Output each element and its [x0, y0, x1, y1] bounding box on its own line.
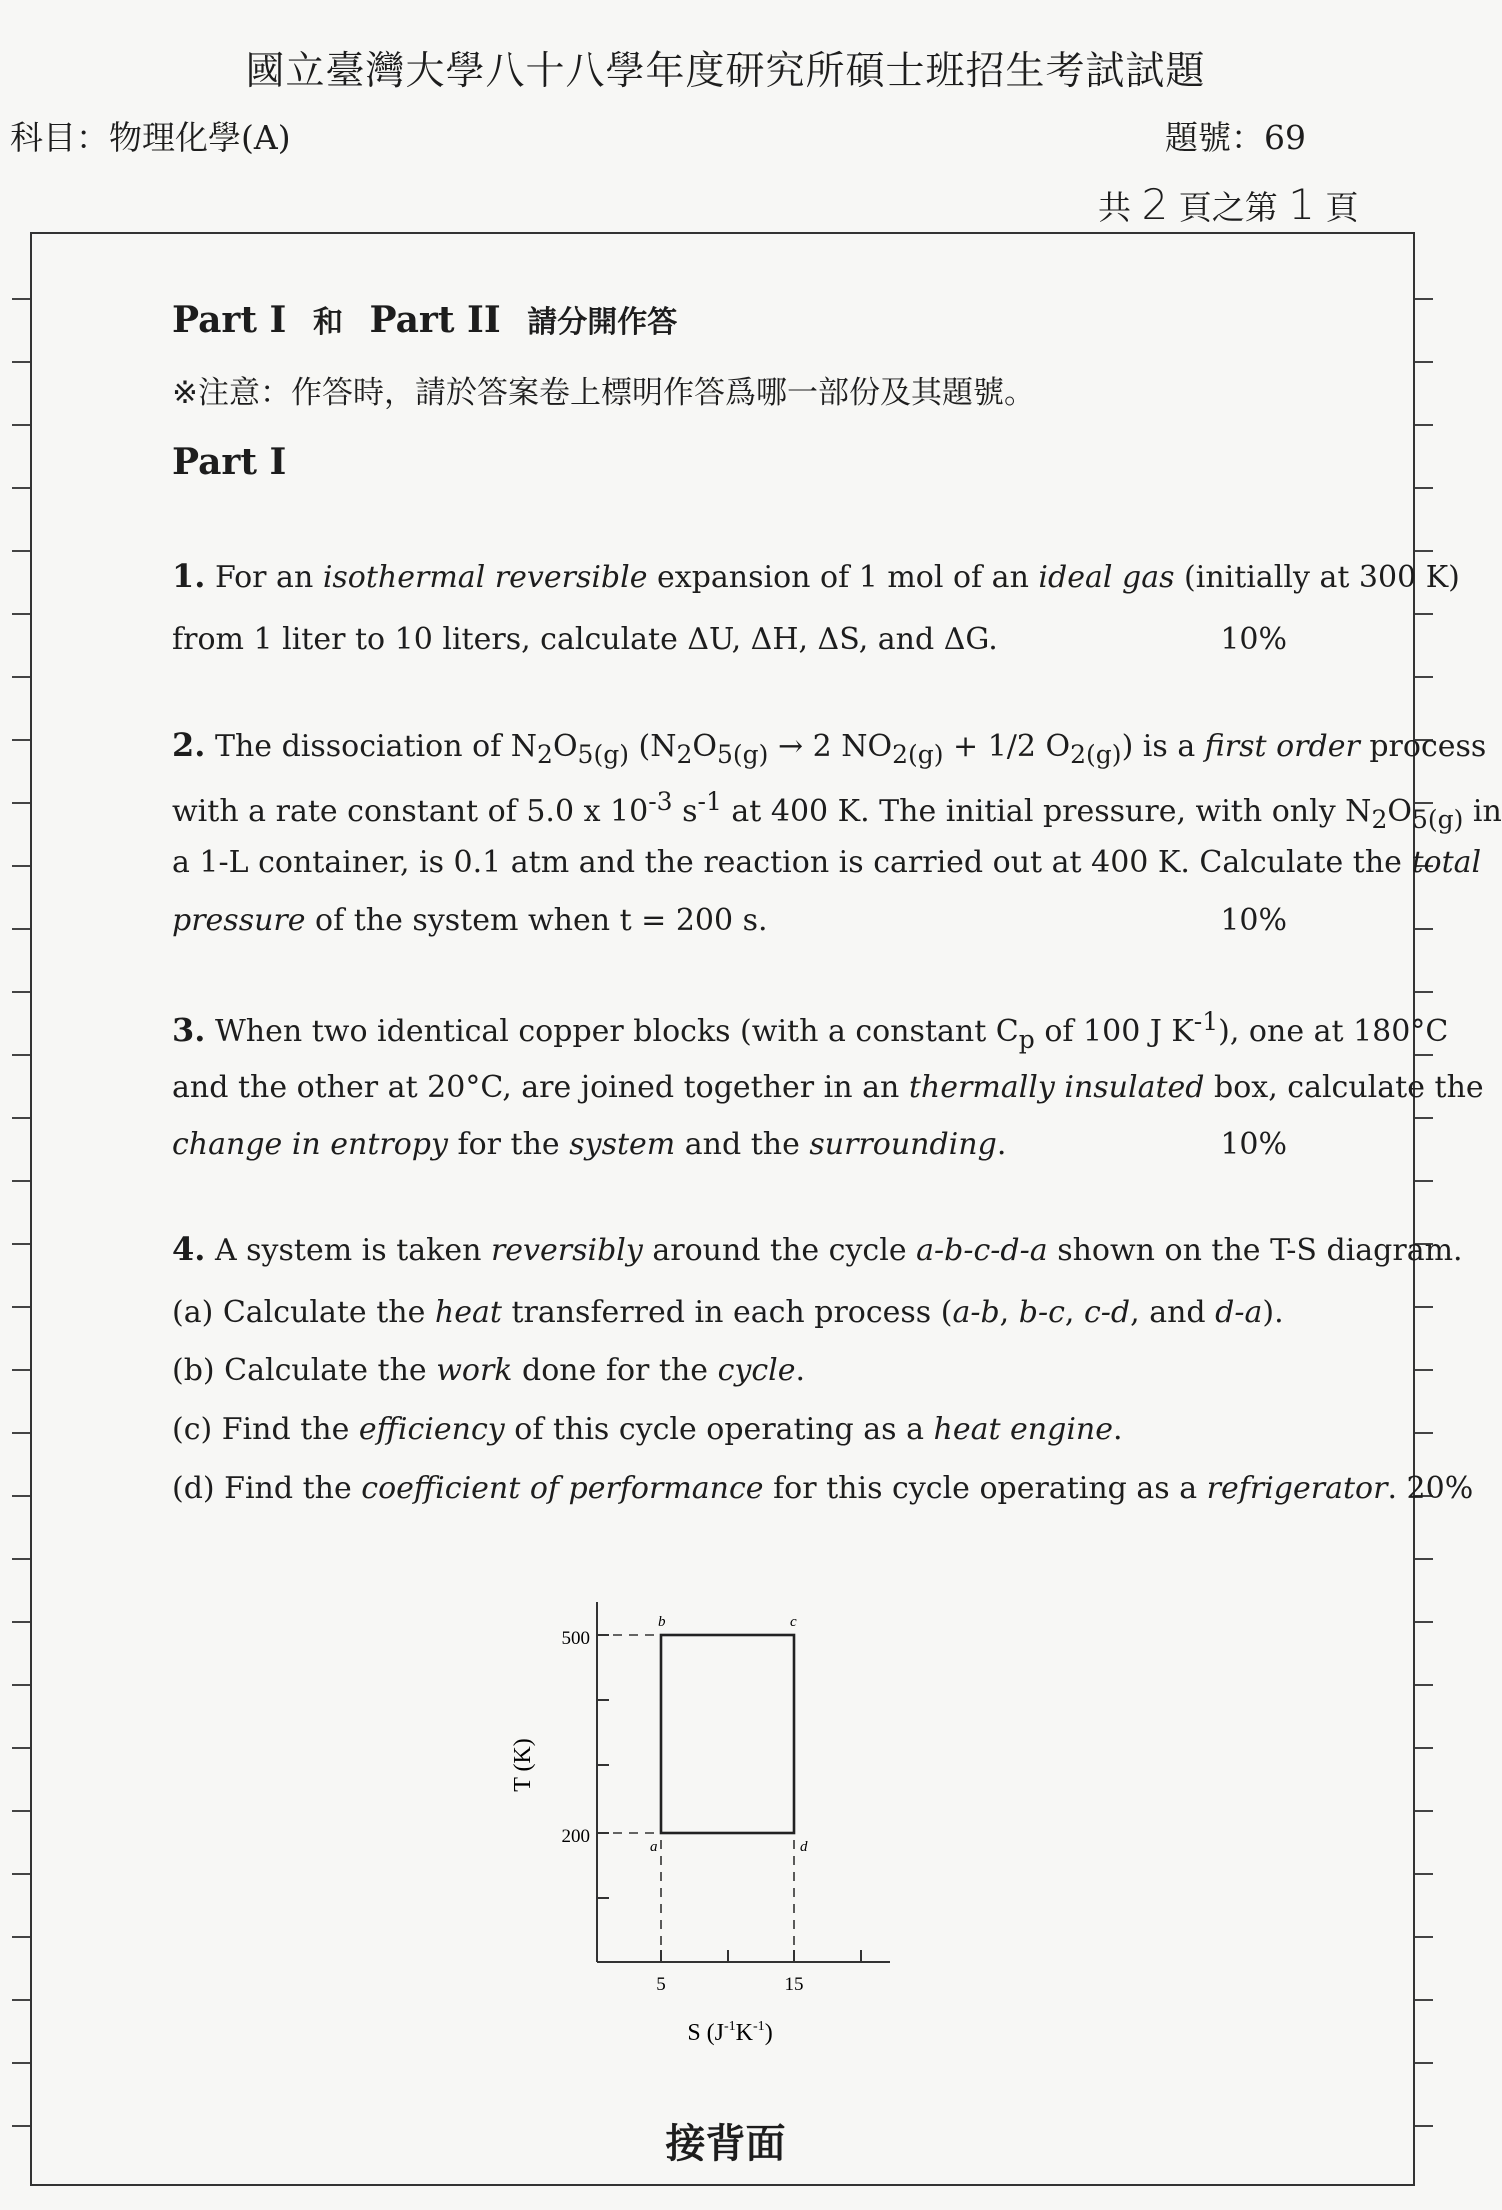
- q4-text: , and: [1130, 1295, 1216, 1330]
- subscript: 2: [537, 740, 553, 769]
- q2-italic: total: [1411, 845, 1482, 880]
- q3-text: .: [996, 1127, 1007, 1162]
- subscript: 5(g): [1411, 805, 1464, 834]
- q2-text: of the system when t = 200 s.: [305, 903, 768, 938]
- margin-tick: [12, 991, 30, 993]
- q2-number: 2.: [172, 726, 206, 764]
- margin-tick: [1415, 1054, 1433, 1056]
- q2-text: a 1-L container, is 0.1 atm and the reaction is carried out at 400 K. Calculate the: [172, 845, 1412, 880]
- margin-tick: [1415, 1369, 1433, 1371]
- x-tick-label-15: 15: [784, 1974, 804, 1995]
- q4-italic: a-b: [952, 1295, 1000, 1330]
- x-axis-ticks: [661, 1950, 861, 1962]
- q4-italic: refrigerator: [1206, 1471, 1388, 1506]
- q3-line1: [172, 1007, 1449, 1054]
- q4-text: of this cycle operating as a: [504, 1412, 934, 1447]
- q2-line1: [172, 726, 1487, 769]
- q2-text: + 1/2 O: [943, 729, 1071, 764]
- attention-note: ※注意：作答時，請於答案卷上標明作答爲哪一部份及其題號。: [172, 375, 1035, 411]
- margin-tick: [12, 1558, 30, 1560]
- page-middle: 頁之第: [1178, 188, 1278, 227]
- q3-text: When two identical copper blocks (with a constant C: [205, 1014, 1019, 1049]
- parts-heading-and: 和: [312, 305, 343, 340]
- q4-italic: efficiency: [358, 1412, 505, 1447]
- subscript: 5(g): [716, 740, 769, 769]
- page-total: 2: [1141, 180, 1169, 229]
- q4-italic: d-a: [1215, 1295, 1263, 1330]
- q1-score: 10%: [1220, 622, 1287, 657]
- q4-part-d: [172, 1471, 1474, 1506]
- margin-tick: [1415, 991, 1433, 993]
- q3-italic: change in entropy: [172, 1127, 448, 1162]
- margin-tick: [1415, 1558, 1433, 1560]
- q2-text: ) is a: [1121, 729, 1205, 764]
- q3-italic: surrounding: [809, 1127, 997, 1162]
- q4-italic: a-b-c-d-a: [916, 1233, 1048, 1268]
- page-current: 1: [1288, 180, 1315, 229]
- q4-text: around the cycle: [642, 1233, 917, 1268]
- superscript: -1: [1193, 1007, 1219, 1036]
- q4-italic: cycle: [717, 1353, 796, 1388]
- q2-score: 10%: [1220, 903, 1287, 938]
- margin-tick: [12, 1243, 30, 1245]
- q3-italic: system: [569, 1127, 676, 1162]
- margin-tick: [12, 361, 30, 363]
- margin-tick: [12, 1684, 30, 1686]
- q4-italic: coefficient of performance: [361, 1471, 764, 1506]
- q2-text: with a rate constant of 5.0 x 10: [172, 794, 649, 829]
- subscript: 2(g): [892, 740, 944, 769]
- q4-text: shown on the T-S diagram.: [1047, 1233, 1463, 1268]
- margin-tick: [12, 928, 30, 930]
- q4-italic: work: [436, 1353, 513, 1388]
- q2-text: at 400 K. The initial pressure, with only N: [721, 794, 1372, 829]
- q4-italic: heat: [434, 1295, 502, 1330]
- q2-line3: [172, 845, 1482, 880]
- q2-italic: pressure: [172, 903, 306, 938]
- q4-italic: reversibly: [490, 1233, 643, 1268]
- margin-tick: [12, 1747, 30, 1749]
- margin-tick: [1415, 487, 1433, 489]
- parts-heading: [172, 297, 677, 341]
- margin-tick: [1415, 1684, 1433, 1686]
- margin-tick: [1415, 1621, 1433, 1623]
- corner-label-b: b: [658, 1614, 666, 1630]
- subscript: 2: [676, 740, 693, 769]
- q4-text: ,: [1064, 1295, 1084, 1330]
- q4-text: A system is taken: [205, 1233, 491, 1268]
- q1-italic: ideal gas: [1038, 560, 1175, 595]
- q4-text: .: [795, 1353, 806, 1388]
- margin-tick: [1415, 1810, 1433, 1812]
- q4-part-c: [172, 1412, 1322, 1447]
- margin-tick: [12, 1873, 30, 1875]
- x-axis-label: S $(J^{-1}K^{-1})$: [687, 2019, 773, 2046]
- margin-tick: [12, 613, 30, 615]
- q4-number: 4.: [172, 1230, 206, 1268]
- q3-line3: [172, 1127, 1322, 1162]
- corner-label-d: d: [800, 1839, 808, 1855]
- q2-italic: first order: [1204, 729, 1360, 764]
- q4-text: for this cycle operating as a: [763, 1471, 1207, 1506]
- q2-text: s: [672, 794, 698, 829]
- margin-tick: [12, 865, 30, 867]
- q2-text: in: [1463, 794, 1502, 829]
- margin-tick: [12, 1054, 30, 1056]
- margin-tick: [12, 550, 30, 552]
- subscript: 5(g): [577, 740, 629, 769]
- q2-text: (N: [628, 729, 677, 764]
- margin-tick: [12, 1432, 30, 1434]
- y-tick-label-200: 200: [561, 1826, 590, 1847]
- q1-number: 1.: [172, 557, 206, 595]
- margin-tick: [1415, 1180, 1433, 1182]
- margin-tick: [12, 424, 30, 426]
- margin-tick: [1415, 550, 1433, 552]
- margin-tick: [12, 1810, 30, 1812]
- margin-tick: [12, 1621, 30, 1623]
- q1-text: For an: [205, 560, 323, 595]
- q1-text: from 1 liter to 10 liters, calculate ΔU, ΔH, ΔS, and ΔG.: [172, 622, 998, 657]
- margin-tick: [12, 802, 30, 804]
- margin-tick: [1415, 1747, 1433, 1749]
- q3-text: ), one at 180°C: [1218, 1014, 1449, 1049]
- y-axis-ticks: [597, 1635, 609, 1898]
- margin-tick: [1415, 1306, 1433, 1308]
- q3-text: of 100 J K: [1034, 1014, 1194, 1049]
- superscript: -3: [648, 787, 673, 816]
- margin-tick: [12, 1180, 30, 1182]
- q1-line2: [172, 622, 1322, 657]
- q3-text: for the: [447, 1127, 570, 1162]
- margin-tick: [12, 1999, 30, 2001]
- margin-tick: [1415, 2062, 1433, 2064]
- subject-label: 科目：物理化學(A): [10, 118, 291, 157]
- cycle-path: [661, 1635, 794, 1833]
- q2-line4: [172, 903, 1322, 938]
- q4-text: (b) Calculate the: [172, 1353, 437, 1388]
- margin-tick: [12, 298, 30, 300]
- parts-heading-part2: Part II: [369, 299, 501, 341]
- margin-tick: [12, 1495, 30, 1497]
- q2-text: O: [692, 729, 717, 764]
- q3-text: and the other at 20°C, are joined together in an: [172, 1070, 909, 1105]
- q2-text: → 2 NO: [768, 729, 893, 764]
- q2-text: O: [1387, 794, 1412, 829]
- q4-text: (d) Find the: [172, 1471, 362, 1506]
- superscript: -1: [697, 787, 722, 816]
- margin-tick: [1415, 802, 1433, 804]
- q2-text: O: [552, 729, 578, 764]
- margin-tick: [12, 1936, 30, 1938]
- page-indicator: [1098, 180, 1358, 229]
- margin-tick: [1415, 1432, 1433, 1434]
- subscript: 2: [1371, 805, 1388, 834]
- q3-number: 3.: [172, 1011, 206, 1049]
- q3-line2: [172, 1070, 1484, 1105]
- q3-score: 10%: [1220, 1127, 1287, 1162]
- margin-tick: [12, 676, 30, 678]
- q1-text: (initially at 300 K): [1174, 560, 1460, 595]
- margin-tick: [1415, 613, 1433, 615]
- q3-italic: thermally insulated: [908, 1070, 1205, 1105]
- q4-line1: [172, 1230, 1463, 1268]
- subscript: 2(g): [1070, 740, 1122, 769]
- q1-italic: isothermal reversible: [322, 560, 648, 595]
- q2-line2: [172, 787, 1502, 834]
- part-one-heading: Part I: [172, 441, 287, 483]
- parts-heading-instruction: 請分開作答: [527, 305, 678, 340]
- q4-text: . 20%: [1387, 1471, 1474, 1506]
- margin-tick: [12, 1369, 30, 1371]
- subscript: p: [1018, 1025, 1035, 1054]
- corner-label-a: a: [650, 1839, 658, 1855]
- q4-text: .: [1113, 1412, 1123, 1447]
- q4-text: (a) Calculate the: [172, 1295, 435, 1330]
- q3-text: box, calculate the: [1204, 1070, 1484, 1105]
- margin-tick: [12, 1117, 30, 1119]
- q2-text: The dissociation of N: [205, 729, 538, 764]
- q4-part-a: [172, 1295, 1322, 1330]
- x-tick-label-5: 5: [656, 1974, 666, 1995]
- q4-italic: b-c: [1018, 1295, 1065, 1330]
- q1-text: expansion of 1 mol of an: [647, 560, 1039, 595]
- q1-line1: [172, 557, 1460, 595]
- question-code: 題號：69: [1165, 118, 1306, 157]
- page-prefix: 共: [1098, 188, 1131, 227]
- margin-tick: [12, 487, 30, 489]
- corner-label-c: c: [790, 1614, 797, 1630]
- y-axis-label: T (K): [510, 1738, 536, 1792]
- q4-text: (c) Find the: [172, 1412, 359, 1447]
- margin-tick: [1415, 1873, 1433, 1875]
- margin-tick: [1415, 1936, 1433, 1938]
- parts-heading-part1: Part I: [172, 299, 287, 341]
- q4-part-b: [172, 1353, 1322, 1388]
- exam-title: 國立臺灣大學八十八學年度研究所碩士班招生考試試題: [245, 49, 1206, 94]
- margin-tick: [1415, 1117, 1433, 1119]
- q2-text: process: [1359, 729, 1487, 764]
- margin-tick: [12, 1306, 30, 1308]
- turn-over-note: 接背面: [665, 2120, 786, 2167]
- q4-text: ).: [1262, 1295, 1284, 1330]
- margin-tick: [1415, 1999, 1433, 2001]
- q4-text: ,: [999, 1295, 1019, 1330]
- q4-text: transferred in each process (: [501, 1295, 953, 1330]
- margin-tick: [1415, 424, 1433, 426]
- margin-tick: [12, 2062, 30, 2064]
- q4-italic: c-d: [1083, 1295, 1131, 1330]
- q3-text: and the: [675, 1127, 810, 1162]
- q4-italic: heat engine: [933, 1412, 1114, 1447]
- margin-tick: [1415, 676, 1433, 678]
- margin-tick: [1415, 298, 1433, 300]
- guide-lines: [597, 1635, 794, 1962]
- ts-diagram: [470, 1590, 910, 2060]
- margin-tick: [12, 739, 30, 741]
- margin-tick: [1415, 361, 1433, 363]
- page-suffix: 頁: [1325, 188, 1359, 227]
- q4-text: done for the: [512, 1353, 718, 1388]
- margin-tick: [1415, 928, 1433, 930]
- y-tick-label-500: 500: [561, 1628, 590, 1649]
